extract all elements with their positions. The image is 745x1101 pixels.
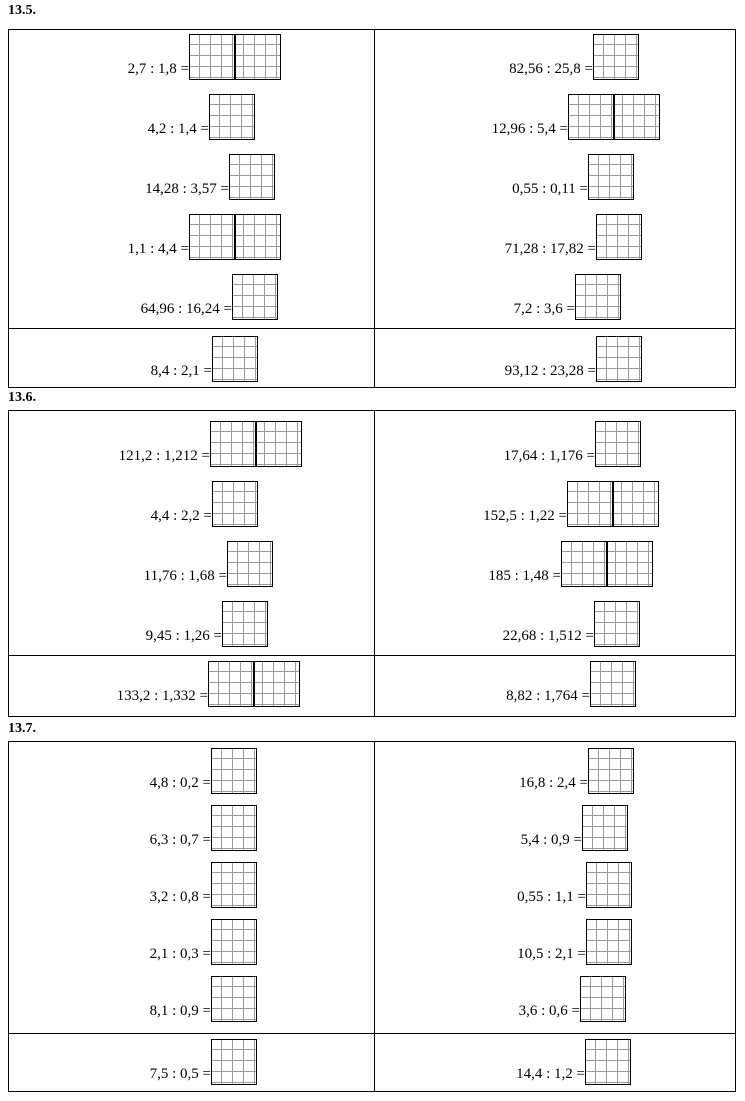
- exercise-item: [374, 419, 595, 467]
- exercise-item: [9, 32, 189, 80]
- exercise-expression: 64,96 : 16,24 =: [140, 301, 232, 317]
- exercise-expression: 2,7 : 1,8 =: [127, 61, 189, 77]
- exercise-item: [9, 974, 211, 1022]
- exercise-expression: 11,76 : 1,68 =: [143, 568, 227, 584]
- exercise-item: [9, 803, 211, 851]
- exercise-item: [374, 974, 580, 1022]
- section-title-13-7: 13.7.: [8, 721, 36, 736]
- exercise-expression: 185 : 1,48 =: [488, 568, 561, 584]
- exercise-expression: 10,5 : 2,1 =: [517, 946, 586, 962]
- exercise-item: [9, 1037, 211, 1085]
- exercise-expression: 17,64 : 1,176 =: [503, 448, 595, 464]
- exercise-expression: 133,2 : 1,332 =: [116, 688, 208, 704]
- exercise-expression: 14,28 : 3,57 =: [145, 181, 229, 197]
- exercise-item: [9, 746, 211, 794]
- exercise-item: [9, 917, 211, 965]
- exercise-item: [374, 212, 596, 260]
- answer-grid[interactable]: [208, 661, 300, 707]
- answer-grid[interactable]: [575, 274, 621, 320]
- exercise-item: [374, 272, 575, 320]
- answer-grid[interactable]: [582, 805, 628, 851]
- answer-grid[interactable]: [211, 919, 257, 965]
- exercise-expression: 82,56 : 25,8 =: [509, 61, 593, 77]
- exercise-item: [374, 917, 586, 965]
- answer-grid[interactable]: [596, 214, 642, 260]
- exercise-block-13-5: [8, 29, 736, 388]
- answer-grid[interactable]: [222, 601, 268, 647]
- answer-grid[interactable]: [227, 541, 273, 587]
- exercise-expression: 71,28 : 17,82 =: [504, 241, 596, 257]
- exercise-item: [9, 659, 208, 707]
- exercise-item: [9, 539, 227, 587]
- exercise-block-13-7: [8, 741, 736, 1092]
- exercise-expression: 3,6 : 0,6 =: [518, 1003, 580, 1019]
- exercise-expression: 14,4 : 1,2 =: [516, 1066, 585, 1082]
- answer-grid[interactable]: [189, 34, 281, 80]
- row-separator: [9, 1033, 735, 1034]
- exercise-expression: 8,82 : 1,764 =: [506, 688, 590, 704]
- answer-grid[interactable]: [567, 481, 659, 527]
- answer-grid[interactable]: [212, 336, 258, 382]
- section-title-13-5: 13.5.: [8, 3, 36, 18]
- exercise-expression: 12,96 : 5,4 =: [491, 121, 568, 137]
- answer-grid[interactable]: [580, 976, 626, 1022]
- exercise-expression: 4,8 : 0,2 =: [149, 775, 211, 791]
- answer-grid[interactable]: [588, 154, 634, 200]
- answer-grid[interactable]: [211, 862, 257, 908]
- exercise-expression: 0,55 : 0,11 =: [512, 181, 588, 197]
- exercise-expression: 8,1 : 0,9 =: [149, 1003, 211, 1019]
- answer-grid[interactable]: [209, 94, 255, 140]
- exercise-item: [9, 334, 212, 382]
- exercise-expression: 6,3 : 0,7 =: [149, 832, 211, 848]
- exercise-expression: 0,55 : 1,1 =: [517, 889, 586, 905]
- exercise-item: [374, 803, 582, 851]
- exercise-item: [374, 599, 594, 647]
- answer-grid[interactable]: [189, 214, 281, 260]
- exercise-item: [9, 860, 211, 908]
- exercise-expression: 4,4 : 2,2 =: [150, 508, 212, 524]
- answer-grid[interactable]: [211, 805, 257, 851]
- answer-grid[interactable]: [585, 1039, 631, 1085]
- exercise-expression: 3,2 : 0,8 =: [149, 889, 211, 905]
- exercise-item: [374, 92, 568, 140]
- exercise-item: [9, 272, 232, 320]
- answer-grid[interactable]: [586, 862, 632, 908]
- answer-grid[interactable]: [212, 481, 258, 527]
- exercise-expression: 2,1 : 0,3 =: [149, 946, 211, 962]
- exercise-expression: 121,2 : 1,212 =: [118, 448, 210, 464]
- answer-grid[interactable]: [588, 748, 634, 794]
- exercise-item: [374, 539, 561, 587]
- exercise-item: [374, 1037, 585, 1085]
- exercise-item: [9, 419, 210, 467]
- exercise-item: [374, 152, 588, 200]
- exercise-expression: 4,2 : 1,4 =: [147, 121, 209, 137]
- exercise-expression: 9,45 : 1,26 =: [145, 628, 222, 644]
- exercise-item: [374, 860, 586, 908]
- answer-grid[interactable]: [211, 748, 257, 794]
- answer-grid[interactable]: [232, 274, 278, 320]
- exercise-item: [9, 152, 229, 200]
- exercise-item: [374, 32, 593, 80]
- answer-grid[interactable]: [211, 976, 257, 1022]
- exercise-expression: 93,12 : 23,28 =: [504, 363, 596, 379]
- answer-grid[interactable]: [561, 541, 653, 587]
- answer-grid[interactable]: [568, 94, 660, 140]
- exercise-item: [9, 599, 222, 647]
- answer-grid[interactable]: [595, 421, 641, 467]
- row-separator: [9, 655, 735, 656]
- answer-grid[interactable]: [590, 661, 636, 707]
- row-separator: [9, 328, 735, 329]
- exercise-expression: 7,5 : 0,5 =: [149, 1066, 211, 1082]
- answer-grid[interactable]: [594, 601, 640, 647]
- answer-grid[interactable]: [211, 1039, 257, 1085]
- exercise-item: [374, 479, 567, 527]
- answer-grid[interactable]: [596, 336, 642, 382]
- answer-grid[interactable]: [229, 154, 275, 200]
- answer-grid[interactable]: [593, 34, 639, 80]
- section-title-13-6: 13.6.: [8, 390, 36, 405]
- exercise-expression: 7,2 : 3,6 =: [513, 301, 575, 317]
- answer-grid[interactable]: [210, 421, 302, 467]
- exercise-item: [374, 334, 596, 382]
- exercise-expression: 152,5 : 1,22 =: [483, 508, 567, 524]
- exercise-block-13-6: [8, 410, 736, 717]
- exercise-item: [9, 212, 189, 260]
- answer-grid[interactable]: [586, 919, 632, 965]
- exercise-expression: 5,4 : 0,9 =: [520, 832, 582, 848]
- exercise-item: [9, 92, 209, 140]
- exercise-item: [374, 659, 590, 707]
- exercise-item: [9, 479, 212, 527]
- exercise-item: [374, 746, 588, 794]
- exercise-expression: 22,68 : 1,512 =: [502, 628, 594, 644]
- exercise-expression: 1,1 : 4,4 =: [127, 241, 189, 257]
- exercise-expression: 8,4 : 2,1 =: [150, 363, 212, 379]
- exercise-expression: 16,8 : 2,4 =: [519, 775, 588, 791]
